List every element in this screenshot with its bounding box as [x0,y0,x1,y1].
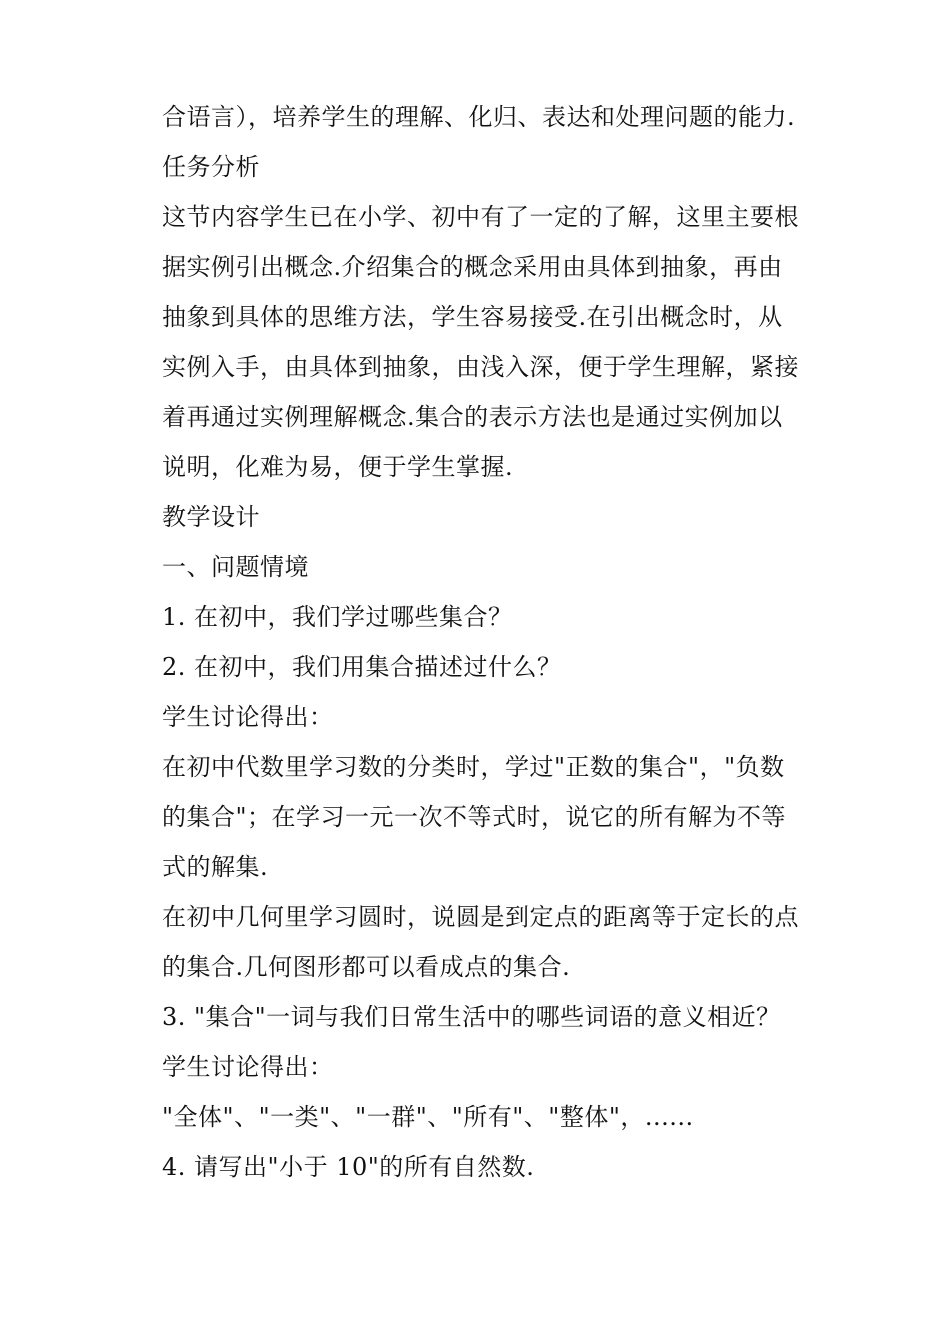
text-line: 着再通过实例理解概念.集合的表示方法也是通过实例加以 [162,403,783,431]
question-2: 2. 在初中，我们用集合描述过什么？ [162,653,562,681]
text-line: 式的解集. [162,853,269,881]
question-1: 1. 在初中，我们学过哪些集合？ [162,603,513,631]
text-line: 实例入手，由具体到抽象，由浅入深，便于学生理解，紧接 [162,353,799,381]
text-line: 学生讨论得出： [162,1053,334,1081]
text-line: 据实例引出概念.介绍集合的概念采用由具体到抽象，再由 [162,253,783,281]
text-line: 在初中代数里学习数的分类时，学过"正数的集合"，"负数 [162,753,785,781]
text-line: 的集合"；在学习一元一次不等式时，说它的所有解为不等 [162,803,787,831]
text-line: 合语言），培养学生的理解、化归、表达和处理问题的能力. [162,103,796,131]
text-line: 说明，化难为易，便于学生掌握. [162,453,514,481]
section-heading-teaching-design: 教学设计 [162,503,260,531]
section-heading-task-analysis: 任务分析 [162,153,260,181]
text-line: 在初中几何里学习圆时，说圆是到定点的距离等于定长的点 [162,903,799,931]
text-line: 的集合.几何图形都可以看成点的集合. [162,953,571,981]
text-line: 这节内容学生已在小学、初中有了一定的了解，这里主要根 [162,203,799,231]
text-line: 学生讨论得出： [162,703,334,731]
question-3: 3. "集合"一词与我们日常生活中的哪些词语的意义相近？ [162,1003,781,1031]
text-line: "全体"、"一类"、"一群"、"所有"、"整体"，...... [162,1103,694,1131]
document-body [162,92,802,1192]
text-line: 抽象到具体的思维方法，学生容易接受.在引出概念时，从 [162,303,783,331]
question-4: 4. 请写出"小于 10"的所有自然数. [162,1153,535,1181]
subsection-heading-problem-situation: 一、问题情境 [162,553,309,581]
